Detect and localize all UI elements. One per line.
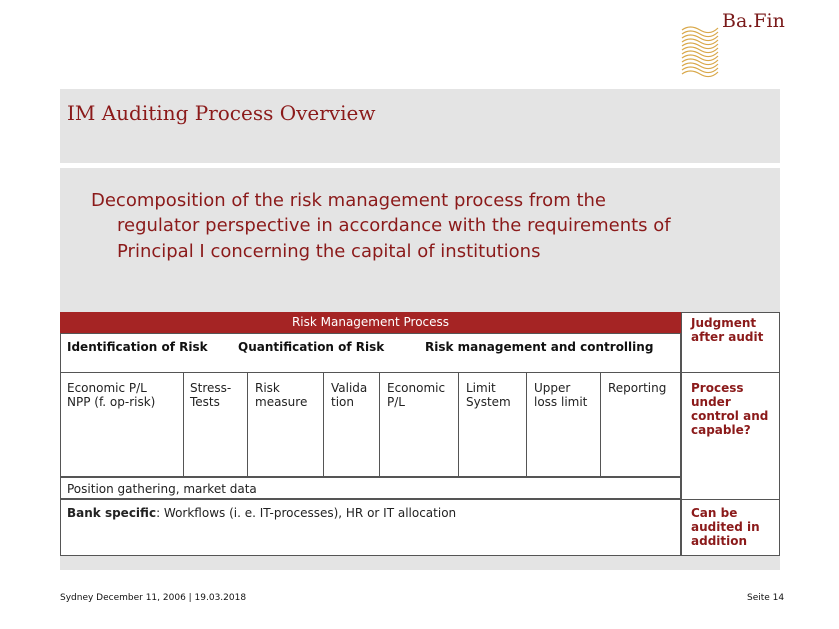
subtitle-line-1: Decomposition of the risk management process from the <box>91 190 606 211</box>
can-be-audited-text: Can be audited in addition <box>691 506 760 548</box>
subtitle-line-2: regulator perspective in accordance with the requirements of <box>117 215 671 236</box>
cell-limit-system: Limit System <box>466 381 511 409</box>
page-title: IM Auditing Process Overview <box>67 101 376 125</box>
cell-stress-tests: Stress- Tests <box>190 381 232 409</box>
table-column-divider <box>183 372 184 477</box>
position-gathering-text: Position gathering, market data <box>67 482 257 496</box>
footer-page-number: Seite 14 <box>747 593 785 603</box>
bank-specific-label: Bank specific <box>67 506 157 520</box>
table-column-divider <box>600 372 601 477</box>
bank-specific-text <box>67 506 456 520</box>
table-column-divider <box>458 372 459 477</box>
cell-economic-pl-npp: Economic P/L NPP (f. op-risk) <box>67 381 156 409</box>
bank-specific-detail: : Workflows (i. e. IT-processes), HR or IT allocation <box>156 506 457 520</box>
header-risk-management-and-controlling: Risk management and controlling <box>425 340 654 354</box>
footer-date: Sydney December 11, 2006 | 19.03.2018 <box>60 593 247 603</box>
table-column-divider <box>526 372 527 477</box>
table-column-divider <box>379 372 380 477</box>
judgment-divider <box>681 499 780 500</box>
cell-economic-pl: Economic P/L <box>387 381 446 409</box>
cell-validation: Valida tion <box>331 381 368 409</box>
bafin-logo-mark-icon <box>680 20 720 90</box>
cell-upper-loss-limit: Upper loss limit <box>534 381 588 409</box>
table-column-divider <box>247 372 248 477</box>
table-column-divider <box>323 372 324 477</box>
process-title: Risk Management Process <box>291 315 450 329</box>
cell-risk-measure: Risk measure <box>255 381 308 409</box>
cell-reporting: Reporting <box>608 381 667 395</box>
header-quantification-of-risk: Quantification of Risk <box>238 340 385 354</box>
bafin-logo-text: Ba.Fin <box>722 10 785 32</box>
judgment-divider <box>681 372 780 373</box>
judgment-header: Judgment after audit <box>691 316 764 344</box>
header-identification-of-risk: Identification of Risk <box>67 340 208 354</box>
subtitle-line-3: Principal I concerning the capital of institutions <box>117 241 541 262</box>
process-under-control-text: Process under control and capable? <box>691 381 769 437</box>
table-divider <box>60 372 681 373</box>
